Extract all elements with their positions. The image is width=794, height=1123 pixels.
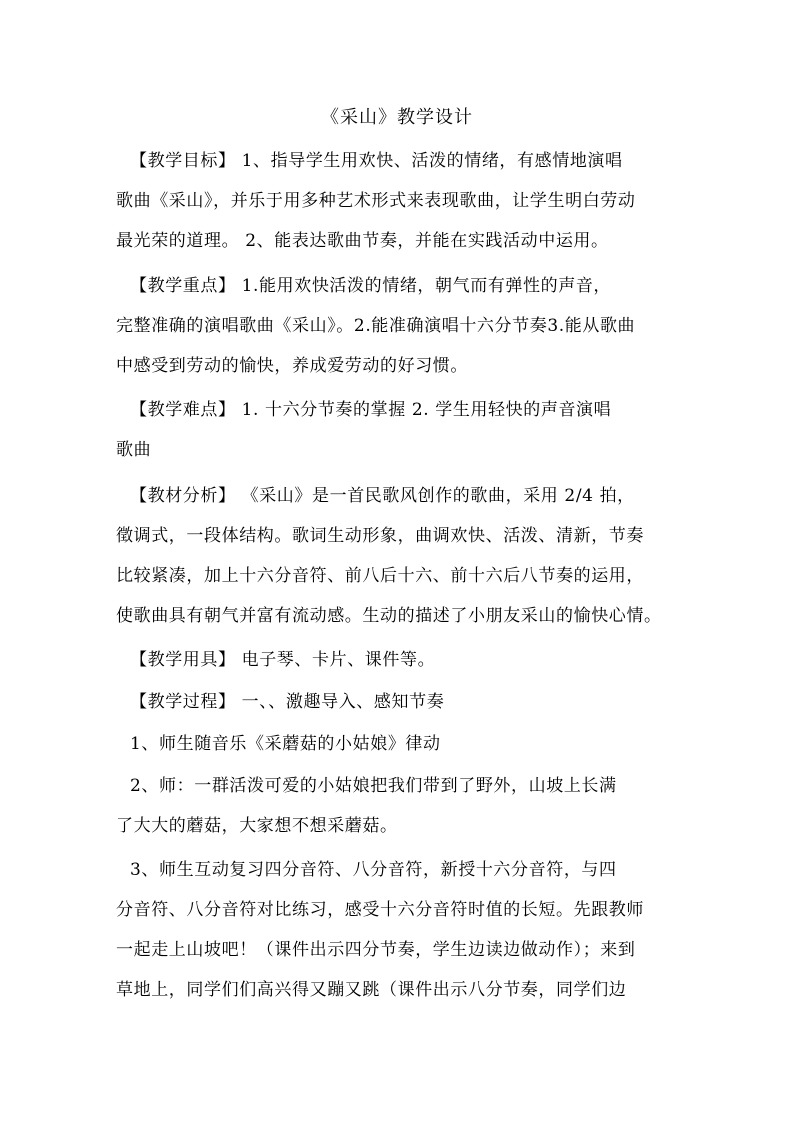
process-step-3-line-4: 草地上，同学们们高兴得又蹦又跳（课件出示八分节奏，同学们边 xyxy=(116,980,627,1000)
paragraph-material-analysis-line-3: 比较紧凑，加上十六分音符、前八后十六、前十六后八节奏的运用， xyxy=(116,566,644,586)
paragraph-material-analysis-line-2: 徵调式，一段体结构。歌词生动形象，曲调欢快、活泼、清新，节奏 xyxy=(116,526,644,546)
paragraph-key-points-line-2: 完整准确的演唱歌曲《采山》。2.能准确演唱十六分节奏3.能从歌曲 xyxy=(116,316,636,336)
process-step-2-line-1: 2、师：一群活泼可爱的小姑娘把我们带到了野外，山坡上长满 xyxy=(130,776,617,796)
process-step-3-line-1: 3、师生互动复习四分音符、八分音符，新授十六分音符，与四 xyxy=(130,860,617,880)
paragraph-difficulties-line-2: 歌曲 xyxy=(116,440,152,460)
process-step-3-line-3: 一起走上山坡吧！（课件出示四分节奏，学生边读边做动作）；来到 xyxy=(116,940,636,960)
document-title: 《采山》教学设计 xyxy=(321,107,473,128)
paragraph-teaching-tools: 【教学用具】 电子琴、卡片、课件等。 xyxy=(130,650,436,670)
paragraph-material-analysis-line-1: 【教材分析】 《采山》是一首民歌风创作的歌曲，采用 2/4 拍， xyxy=(130,486,635,506)
process-step-3-line-2: 分音符、八分音符对比练习，感受十六分音符时值的长短。先跟教师 xyxy=(116,900,644,920)
paragraph-material-analysis-line-4: 使歌曲具有朝气并富有流动感。生动的描述了小朋友采山的愉快心情。 xyxy=(116,606,662,626)
paragraph-key-points-line-3: 中感受到劳动的愉快，养成爱劳动的好习惯。 xyxy=(116,356,468,376)
paragraph-difficulties-line-1: 【教学难点】 1. 十六分节奏的掌握 2. 学生用轻快的声音演唱 xyxy=(130,400,612,420)
paragraph-teaching-process: 【教学过程】 一、、激趣导入、感知节奏 xyxy=(130,692,445,712)
paragraph-teaching-goals-line-2: 歌曲《采山》，并乐于用多种艺术形式来表现歌曲，让学生明白劳动 xyxy=(116,191,636,211)
paragraph-key-points-line-1: 【教学重点】 1.能用欢快活泼的情绪，朝气而有弹性的声音， xyxy=(130,276,612,296)
process-step-2-line-2: 了大大的蘑菇，大家想不想采蘑菇。 xyxy=(116,816,398,836)
paragraph-teaching-goals-line-3: 最光荣的道理。 2、能表达歌曲节奏，并能在实践活动中运用。 xyxy=(116,231,609,251)
process-step-1: 1、师生随音乐《采蘑菇的小姑娘》律动 xyxy=(130,734,441,754)
paragraph-teaching-goals-line-1: 【教学目标】 1、指导学生用欢快、活泼的情绪，有感情地演唱 xyxy=(130,151,623,171)
